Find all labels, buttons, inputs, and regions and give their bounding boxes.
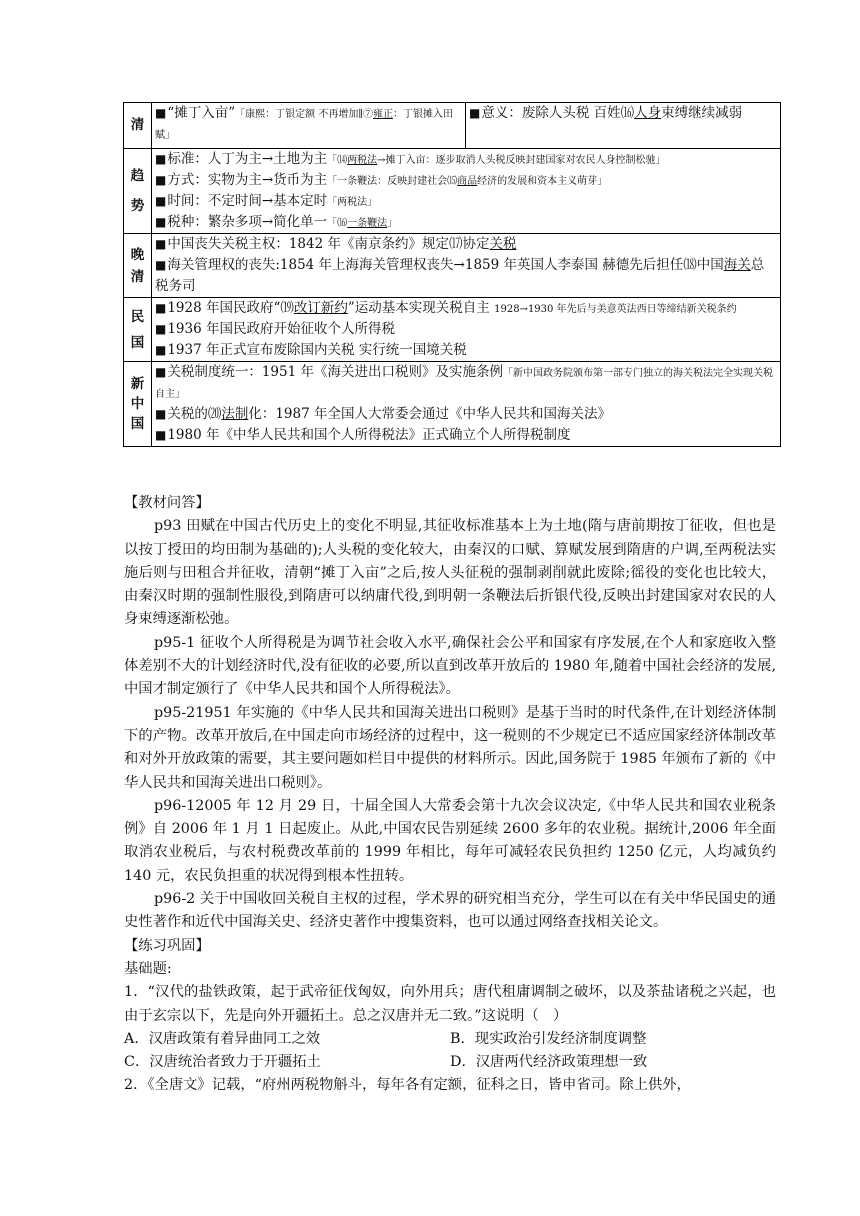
bullet-icon bbox=[155, 342, 167, 358]
tax-summary-table bbox=[123, 102, 781, 447]
bullet-icon bbox=[155, 172, 167, 188]
bullet-icon bbox=[155, 364, 167, 380]
paragraph-p96-2: p96-2 关于中国收回关税自主权的过程，学术界的研究相当充分，学生可以在有关中华民国史的通史性著作和近代中国海关史、经济史著作中搜集资料，也可以通过网络查找相关论文。 bbox=[124, 891, 776, 931]
table-cell: ■ 标准：人丁为主→土地为主「⒁两税法→摊丁入亩：逐步取消人头税反映封建国家对农民人身控制松驰」 ■ 方式：实物为主→货币为主「一条鞭法：反映封建社会⒂商品经济的发展和资本主义萌芽」 ■ 时间：不定时间→基本定时「两税法」 ■ 税种：繁杂多项→简化单一「⒃一条鞭法」 bbox=[152, 149, 781, 234]
paragraph-p95-2: p95-21951 年实施的《中华人民共和国海关进出口税则》是基于当时的时代条件,在计划经济体制下的产物。改革开放后,在中国走向市场经济的过程中，这一税则的不少规定已不适应国家经济体制改革和对外开放政策的需要，其主要问题如栏目中提供的材料所示。因此,国务院于 1985 年颁布了新的《中华人民共和国海关进出口税则》。 bbox=[124, 704, 776, 791]
table-row-qushi bbox=[124, 149, 781, 234]
option-a: A．汉唐政策有着异曲同工之效 bbox=[124, 1030, 321, 1047]
bullet-icon bbox=[155, 214, 167, 230]
subheading: 基础题: bbox=[124, 960, 172, 977]
body-text bbox=[124, 492, 776, 1098]
bullet-icon bbox=[155, 193, 167, 209]
era-label: 新中国 bbox=[124, 362, 152, 447]
table-cell: ■ “摊丁入亩”「康熙：丁银定额 不再增加∥⑦雍正：丁银摊入田赋」 bbox=[152, 103, 466, 149]
table-row-qing bbox=[124, 103, 781, 149]
table-row-minguo bbox=[124, 298, 781, 362]
question-stem: 2．《全唐文》记载，“府州两税物斛斗，每年各有定额，征科之日，皆申省司。除上供外， bbox=[124, 1077, 691, 1094]
section-heading: 【练习巩固】 bbox=[124, 937, 210, 954]
paragraph-p95-1: p95-1 征收个人所得税是为调节社会收入水平,确保社会公平和国家有序发展,在个人和家庭收入整体差别不大的计划经济时代,没有征收的必要,所以直到改革开放后的 1980 年,随着中国社会经济的发展,中国才制定颁行了《中华人民共和国个人所得税法》。 bbox=[124, 634, 776, 698]
options-row bbox=[124, 1051, 776, 1074]
bullet-icon bbox=[155, 300, 167, 316]
bullet-icon bbox=[155, 236, 167, 252]
bullet-icon bbox=[469, 105, 481, 121]
era-label: 民国 bbox=[124, 298, 152, 362]
option-d: D．汉唐两代经济政策理想一致 bbox=[450, 1054, 648, 1071]
table-cell: ■ 关税制度统一：1951 年《海关进出口税则》及实施条例「新中国政务院颁布第一部专门独立的海关税法完全实现关税自主」 ■ 关税的⒇法制化：1987 年全国人大常委会通过《中华人民共和国海关法》 ■ 1980 年《中华人民共和国个人所得税法》正式确立个人所得税制度 bbox=[152, 362, 781, 447]
option-b: B．现实政治引发经济制度调整 bbox=[450, 1030, 647, 1047]
question-stem: 1．“汉代的盐铁政策，起于武帝征伐匈奴，向外用兵；唐代租庸调制之破坏，以及茶盐诸税之兴起，也由于玄宗以下，先是向外开疆拓土。总之汉唐并无二致。”这说明（ ） bbox=[124, 984, 776, 1024]
era-label: 趋势 bbox=[124, 149, 152, 234]
bullet-icon bbox=[155, 321, 167, 337]
table-cell: ■ 1928 年国民政府“⒆改订新约”运动基本实现关税自主 1928→1930 年先后与美意英法西日等缔结新关税条约 ■ 1936 年国民政府开始征收个人所得税 ■ 1937 年正式宣布废除国内关税 实行统一国境关税 bbox=[152, 298, 781, 362]
option-c: C．汉唐统治者致力于开疆拓土 bbox=[124, 1054, 321, 1071]
options-row bbox=[124, 1028, 776, 1051]
bullet-icon bbox=[155, 105, 167, 121]
section-heading: 【教材问答】 bbox=[124, 495, 210, 511]
paragraph-p96-1: p96-12005 年 12 月 29 日，十届全国人大常委会第十九次会议决定,《中华人民共和国农业税条例》自 2006 年 1 月 1 日起废止。从此,中国农民告别延续 2600 多年的农业税。据统计,2006 年全面取消农业税后，与农村税费改革前的 1999 年相比，每年可减轻农民负担约 1250 亿元，人均减负约 140 元，农民负担重的状况得到根本性扭转。 bbox=[124, 797, 776, 884]
era-label: 清 bbox=[124, 103, 152, 149]
table-row-xinzhongguo bbox=[124, 362, 781, 447]
bullet-icon bbox=[155, 257, 167, 273]
table-cell: ■ 意义：废除人头税 百姓⒃人身束缚继续减弱 bbox=[466, 103, 781, 149]
table-cell: ■ 中国丧失关税主权：1842 年《南京条约》规定⒄协定关税 ■ 海关管理权的丧失:1854 年上海海关管理权丧失→1859 年英国人李泰国 赫德先后担任⒅中国海关总税务司 bbox=[152, 234, 781, 298]
bullet-icon bbox=[155, 151, 167, 167]
table-row-wanqing bbox=[124, 234, 781, 298]
bullet-icon bbox=[155, 427, 167, 443]
bullet-icon bbox=[155, 406, 167, 422]
paragraph-p93: p93 田赋在中国古代历史上的变化不明显,其征收标准基本上为土地(隋与唐前期按丁征收，但也是以按丁授田的均田制为基础的);人头税的变化较大，由秦汉的口赋、算赋发展到隋唐的户调,至两税法实施后则与田租合并征收，清朝“摊丁入亩”之后,按人头征税的强制剥削就此废除;徭役的变化也比较大，由秦汉时期的强制性服役,到隋唐可以纳庸代役,到明朝一条鞭法后折银代役,反映出封建国家对农民的人身束缚逐渐松弛。 bbox=[124, 518, 776, 628]
era-label: 晚清 bbox=[124, 234, 152, 298]
